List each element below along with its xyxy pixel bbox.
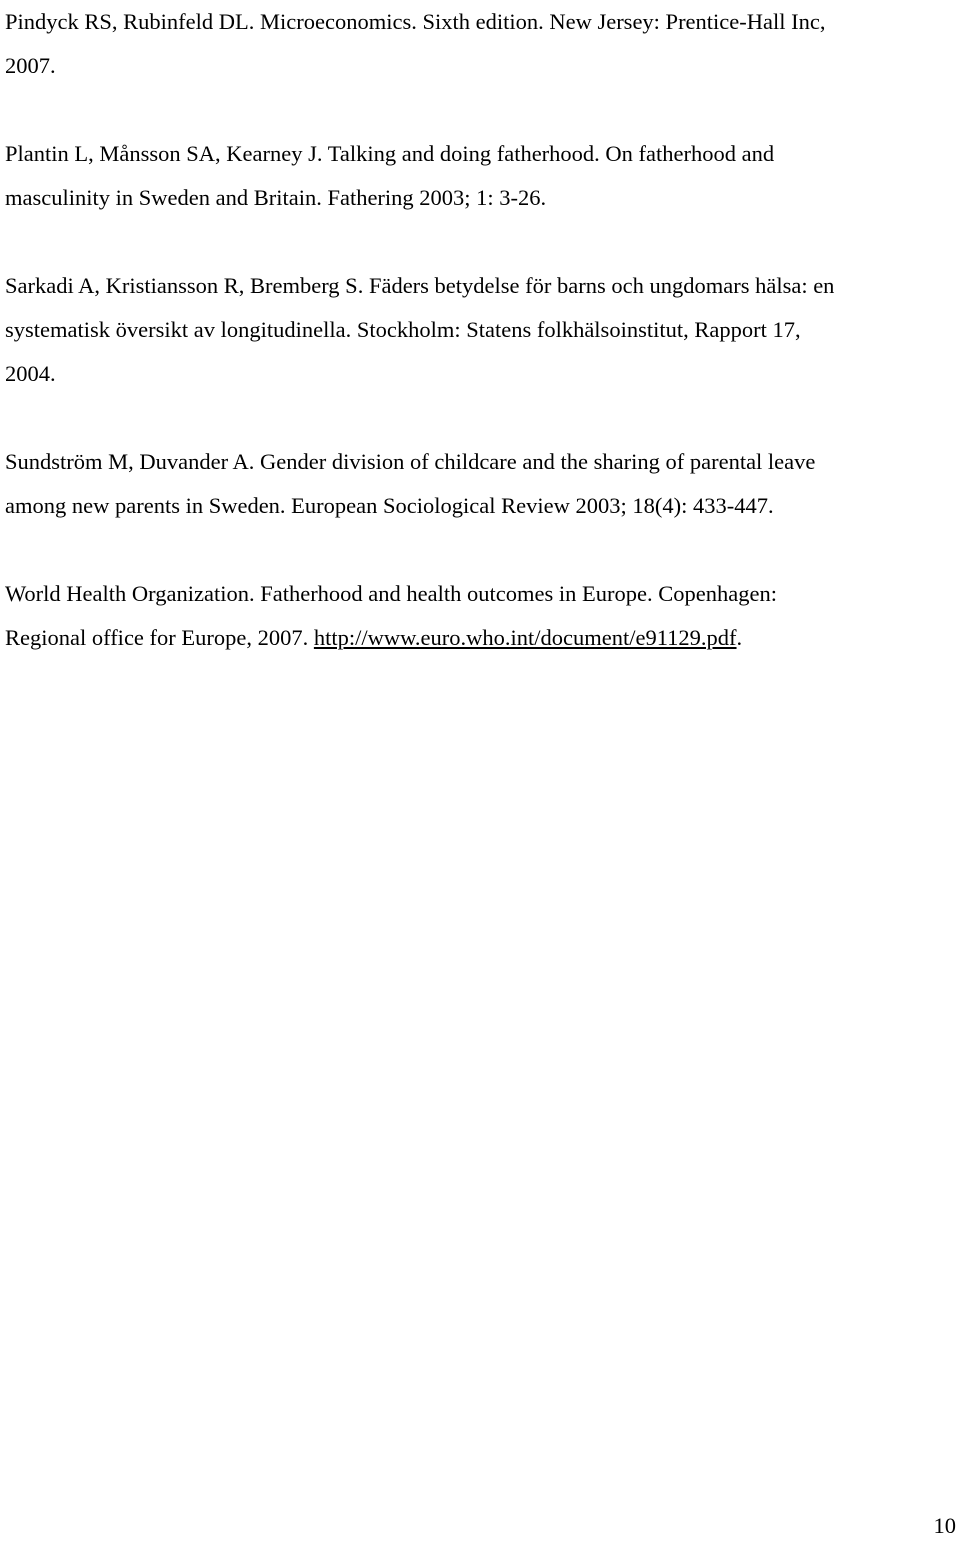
reference-text: Regional office for Europe, 2007. — [5, 625, 314, 650]
reference-line: Plantin L, Månsson SA, Kearney J. Talking and doing fatherhood. On fatherhood and — [5, 141, 775, 166]
reference-line: Sundström M, Duvander A. Gender division of childcare and the sharing of parental leave — [5, 449, 816, 474]
reference-pindyck — [5, 0, 955, 88]
reference-list — [5, 0, 955, 704]
reference-text: . — [736, 625, 743, 650]
reference-plantin — [5, 132, 955, 220]
reference-line: systematisk översikt av longitudinella. Stockholm: Statens folkhälsoinstitut, Rapport 17, — [5, 317, 801, 342]
reference-line: Sarkadi A, Kristiansson R, Bremberg S. Fäders betydelse för barns och ungdomars hälsa: en — [5, 273, 835, 298]
reference-line: masculinity in Sweden and Britain. Fathering 2003; 1: 3-26. — [5, 185, 547, 210]
reference-line: among new parents in Sweden. European Sociological Review 2003; 18(4): 433-447. — [5, 493, 774, 518]
reference-line: 2007. — [5, 53, 56, 78]
reference-line — [5, 616, 955, 660]
reference-sarkadi — [5, 264, 955, 396]
reference-who — [5, 572, 955, 660]
who-document-link[interactable]: http://www.euro.who.int/document/e91129.pdf — [313, 625, 737, 650]
page-number: 10 — [933, 1513, 956, 1538]
reference-line: Pindyck RS, Rubinfeld DL. Microeconomics. Sixth edition. New Jersey: Prentice-Hall Inc, — [5, 9, 826, 34]
reference-line: 2004. — [5, 361, 56, 386]
reference-sundstrom — [5, 440, 955, 528]
reference-line: World Health Organization. Fatherhood and health outcomes in Europe. Copenhagen: — [5, 581, 777, 606]
